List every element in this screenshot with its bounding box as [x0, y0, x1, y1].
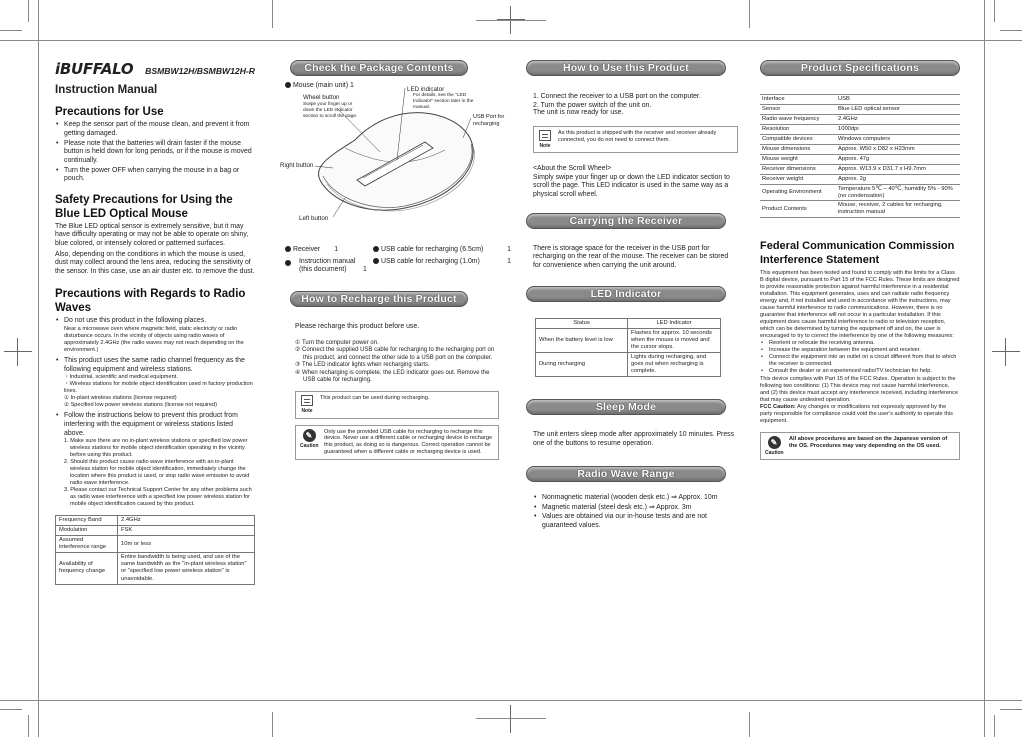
mouse-diagram	[280, 80, 505, 240]
spec-value: Temperature 5℃ – 40℃, humidity 5% - 90% (no condensation)	[836, 184, 960, 201]
list-item-detail: ・Wireless stations for mobile object identification used in factory production lines.	[64, 381, 253, 395]
list-item: • Nonmagnetic material (wooden desk etc.) ⇒ Approx. 10m	[533, 494, 733, 503]
how-to-use-note	[533, 126, 738, 154]
bullet-icon	[373, 258, 379, 264]
table-cell: Frequency Band	[56, 516, 118, 526]
list-item	[55, 412, 255, 508]
note-text: As this product is shipped with the receiver and receiver already connected, you do not need to connect them.	[558, 129, 717, 143]
led-title: LED Indicator	[526, 286, 726, 302]
caution-icon: ✎ Caution	[300, 430, 319, 449]
step-item: ② Connect the supplied USB cable for recharging to the recharging port on this product, and connect the other side to a USB port on the computer.	[295, 347, 495, 361]
spec-label: Mouse dimensions	[760, 144, 836, 154]
caution-label: Caution	[765, 449, 784, 456]
table-cell: Modulation	[56, 526, 118, 536]
list-item	[55, 357, 255, 409]
caution-icon: ✎ Caution	[765, 437, 784, 456]
table-row	[536, 328, 721, 352]
spec-value: USB	[836, 95, 960, 105]
step-item: 2. Turn the power switch of the unit on.	[533, 101, 652, 109]
usb-port-label: USB Port for recharging	[473, 114, 505, 127]
list-item-detail: Near a microwave oven where magnetic field, static electricity or radio disturbance occurs. In the vicinity of objects using radio waves of approximately 2.4GHz (the radio waves may not reach depending on the environment.)	[64, 326, 244, 354]
carrying-title: Carrying the Receiver	[526, 213, 726, 229]
table-row	[760, 174, 960, 184]
list-item: • Increase the separation between the equipment and receiver.	[760, 347, 960, 354]
table-row	[760, 95, 960, 105]
spec-label: Sensor	[760, 104, 836, 114]
item-name: Receiver	[293, 246, 321, 253]
column-1	[55, 60, 255, 585]
table-cell: When the battery level is low	[536, 328, 628, 352]
list-item-detail: ② Specified low power wireless stations (license not required)	[64, 402, 218, 409]
item-qty: 1	[507, 246, 511, 253]
table-header: Status	[536, 318, 628, 328]
table-cell: 2.4GHz	[118, 516, 255, 526]
os-caution	[760, 432, 960, 461]
step-item: 1. Connect the receiver to a USB port on the computer.	[533, 93, 701, 100]
spec-label: Receiver weight	[760, 174, 836, 184]
step-item: 1. Make sure there are no in-plant wireless stations or specified low power wireless stations for mobile object identification operating in the vicinity before using this product.	[64, 438, 248, 459]
table-row	[56, 526, 255, 536]
how-to-use-title: How to Use this Product	[526, 60, 726, 76]
note-label: Note	[301, 407, 313, 414]
package-contents-list	[285, 246, 511, 275]
spec-label: Resolution	[760, 124, 836, 134]
wheel-button-label: Wheel button	[303, 94, 340, 101]
list-item-detail: ・Industrial, scientific and medical equipment.	[64, 374, 178, 381]
table-row	[760, 124, 960, 134]
table-row	[760, 144, 960, 154]
led-indicator-label: LED indicator	[407, 86, 445, 93]
note-text: This product can be used during recharging.	[320, 394, 430, 401]
package-section-title: Check the Package Contents	[290, 60, 468, 76]
column-3	[526, 60, 738, 532]
list-item-detail: ① In-plant wireless stations (license required)	[64, 395, 177, 402]
list-item: • Please note that the batteries will drain faster if the mouse button is held down for long periods, or if the mouse is moved continually.	[55, 140, 255, 166]
list-item	[55, 317, 255, 355]
fcc-heading: Federal Communication Commission Interference Statement	[760, 240, 955, 266]
table-row	[56, 516, 255, 526]
column-4	[760, 60, 960, 460]
item-name: Instruction manual (this document)	[299, 257, 356, 274]
spec-label: Mouse weight	[760, 154, 836, 164]
table-row	[760, 164, 960, 174]
spec-label: Compatible devices	[760, 134, 836, 144]
scroll-wheel-text: Simply swipe your finger up or down the LED indicator section to scroll the page. This LED indicator is used in the same way as a physical scroll wheel.	[533, 173, 730, 198]
note-icon	[300, 395, 314, 415]
fcc-caution	[760, 404, 960, 425]
table-row	[760, 104, 960, 114]
spec-value: Approx. 47g	[836, 154, 960, 164]
precautions-use-list	[55, 121, 255, 183]
list-item-text: This product uses the same radio channel frequency as the following equipment and wireless stations.	[64, 357, 245, 373]
fcc-caution-label: FCC Caution:	[760, 403, 796, 410]
table-cell: FSK	[118, 526, 255, 536]
scroll-wheel-heading: <About the Scroll Wheel>	[533, 165, 612, 173]
spec-label: Radio wave frequency	[760, 114, 836, 124]
list-item	[285, 246, 373, 255]
header	[55, 60, 255, 80]
bullet-icon	[285, 246, 291, 252]
radio-precautions-heading: Precautions with Regards to Radio Waves	[55, 287, 246, 314]
led-indicator-desc: For details, see the "LED Indicator" section later in the manual.	[413, 93, 474, 110]
caution-text: Only use the provided USB cable for recharging to recharge this device. Never use a different cable or recharging device to recharge this product, as doing so is dangerous. Correct operation cannot be guaranteed when a different cable or recharging device is used.	[324, 428, 493, 456]
table-row	[760, 201, 960, 218]
list-item: • Reorient or relocate the receiving antenna.	[760, 340, 960, 347]
item-qty: 1	[507, 257, 511, 265]
frequency-table	[55, 515, 255, 585]
table-row	[536, 318, 721, 328]
brand-logo: iBUFFALO	[55, 60, 134, 78]
list-item-text: Follow the instructions below to prevent this product from interfering with the equipment or wireless stations listed above.	[64, 412, 238, 437]
table-cell: During recharging	[536, 352, 628, 376]
item-qty: 1	[363, 266, 367, 274]
spec-label: Product Contents	[760, 201, 836, 218]
step-item: ① Turn the computer power on.	[295, 339, 379, 346]
led-table	[535, 318, 721, 377]
step-item: ③ The LED indicator lights when recharging starts.	[295, 362, 430, 368]
safety-paragraph-2: Also, depending on the conditions in which the mouse is used, dust may collect around the lens area, reducing the sensitivity of the sensor. In this case, use an air duster etc. to remove the dust.	[55, 250, 255, 275]
list-item	[373, 258, 511, 275]
list-item: • Connect the equipment into an outlet on a circuit different from that to which the receiver is connected.	[760, 354, 960, 368]
precautions-use-heading: Precautions for Use	[55, 106, 164, 119]
table-cell: Assumed interference range	[56, 536, 118, 553]
note-label: Note	[539, 142, 551, 149]
recharge-intro: Please recharge this product before use.	[295, 322, 420, 330]
note-icon	[538, 130, 552, 150]
fcc-caution-text: Any changes or modifications not expressly approved by the party responsible for compliance could void the user's authority to operate this equipment.	[760, 403, 953, 424]
mouse-item-label: Mouse (main unit) 1	[293, 82, 354, 89]
column-2	[280, 60, 511, 460]
list-item	[373, 246, 511, 255]
list-item: • Keep the sensor part of the mouse clean, and prevent it from getting damaged.	[55, 121, 255, 138]
table-row	[56, 553, 255, 584]
specs-table	[760, 94, 960, 218]
spec-value: Mouse, receiver, 2 cables for recharging, instruction manual	[836, 201, 960, 218]
item-qty: 1	[334, 246, 339, 253]
spec-value: Approx. 2g	[836, 174, 960, 184]
sleep-text: The unit enters sleep mode after approximately 10 minutes. Press one of the buttons to resume operation.	[533, 430, 735, 447]
spec-value: Blue LED optical sensor	[836, 104, 960, 114]
table-row	[760, 134, 960, 144]
table-row	[760, 154, 960, 164]
model-number: BSMBW12H/BSMBW12H-R	[145, 66, 255, 76]
spec-value: Approx. W13.9 x D31.7 x H9.7mm	[836, 164, 960, 174]
step-item: 2. Should this product cause radio wave interference with an in-plant wireless station for mobile object identification, immediately change the location where this product is used, or stop radio wave emission to avoid radio wave interference.	[64, 459, 250, 487]
recharge-caution	[295, 425, 499, 461]
list-item: • Values are obtained via our in-house tests and are not guaranteed values.	[533, 513, 733, 530]
fcc-paragraph-1: This equipment has been tested and found to comply with the limits for a Class B digital device, pursuant to Part 15 of the FCC Rules. These limits are designed to provide reasonable protection against harmful interference in a residential installation. This equipment generates, uses and can radiate radio frequency energy and, if not installed and used in accordance with the instructions, may cause harmful interference to radio communications. However, there is no guarantee that interference will not occur in a particular installation. If this equipment does cause harmful interference to radio or television reception, which can be determined by turning the equipment off and on, the user is encouraged to try to correct the interference by one of the following measures:	[760, 270, 960, 340]
table-row	[56, 536, 255, 553]
list-item-text: Do not use this product in the following places.	[64, 316, 207, 324]
recharge-steps	[295, 340, 495, 385]
range-list	[533, 494, 733, 531]
ready-text: The unit is now ready for use.	[533, 109, 624, 116]
spec-label: Operating Environment	[760, 184, 836, 201]
list-item: • Magnetic material (steel desk etc.) ⇒ Approx. 3m	[533, 504, 733, 513]
table-cell: Lights during recharging, and goes out when recharging is complete.	[628, 352, 721, 376]
sleep-title: Sleep Mode	[526, 399, 726, 415]
table-row	[760, 114, 960, 124]
item-name: USB cable for recharging (1.0m)	[381, 257, 480, 265]
manual-title: Instruction Manual	[55, 83, 158, 96]
table-cell: 10m or less	[118, 536, 255, 553]
range-title: Radio Wave Range	[526, 466, 726, 482]
spec-value: Approx. W50 x D82 x H23mm	[836, 144, 960, 154]
table-cell: Availability of frequency change	[56, 553, 118, 584]
table-row	[536, 352, 721, 376]
step-item: ④ When recharging is complete, the LED indicator goes out. Remove the USB cable for recharging.	[295, 369, 490, 383]
safety-heading: Safety Precautions for Using the Blue LED Optical Mouse	[55, 193, 233, 220]
bullet-icon	[285, 260, 291, 266]
spec-label: Receiver dimensions	[760, 164, 836, 174]
specs-title: Product Specifications	[760, 60, 960, 76]
caution-label: Caution	[300, 442, 319, 449]
mouse-icon	[285, 80, 505, 240]
recharge-note	[295, 391, 499, 419]
bullet-icon	[373, 246, 379, 252]
table-row	[760, 184, 960, 201]
fcc-measures	[760, 340, 960, 375]
spec-value: 2.4GHz	[836, 114, 960, 124]
how-to-use-steps	[533, 93, 738, 109]
table-header: LED Indicator	[628, 318, 721, 328]
spec-label: Interface	[760, 95, 836, 105]
left-button-label: Left button	[299, 215, 329, 222]
list-item	[285, 258, 373, 275]
spec-value: Windows computers	[836, 134, 960, 144]
step-item: 3. Please contact our Technical Support Center for any other problems such as radio wave interference with a specified low power wireless station for mobile object identification caused by this product.	[64, 487, 252, 508]
recharge-section-title: How to Recharge this Product	[290, 291, 468, 307]
fcc-paragraph-2: This device complies with Part 15 of the FCC Rules. Operation is subject to the following two conditions: (1) This device may not cause harmful interference, and (2) this device must accept any interference received, including interference that may cause undesired operation.	[760, 375, 959, 403]
caution-text: All above procedures are based on the Japanese version of the OS. Procedures may vary depending on the OS used.	[789, 435, 948, 449]
table-cell: Flashes for approx. 10 seconds when the mouse is moved and the cursor stops.	[628, 328, 721, 352]
list-item: • Consult the dealer or an experienced radio/TV technician for help.	[760, 368, 960, 375]
wheel-button-desc: Swipe your finger up or down the LED indicator section to scroll the page.	[303, 102, 358, 119]
safety-paragraph-1: The Blue LED optical sensor is extremely sensitive, but it may have difficulty operating or may not be able to operate on shiny, blue colored, or intensely colored or patterned surfaces.	[55, 222, 249, 248]
item-name: USB cable for recharging (6.5cm)	[381, 246, 484, 253]
list-item: • Turn the power OFF when carrying the mouse in a bag or pouch.	[55, 167, 255, 184]
table-cell: Entire bandwidth is being used, and use of the same bandwidth as the "in-plant wireless station" or "specified low power wireless station" is unavoidable.	[118, 553, 255, 584]
right-button-label: Right button	[280, 162, 314, 169]
radio-precautions-list	[55, 317, 255, 508]
spec-value: 1000dpi	[836, 124, 960, 134]
carrying-text: There is storage space for the receiver in the USB port for recharging on the rear of the mouse. The receiver can be stored for convenience when carrying the unit around.	[533, 244, 729, 269]
